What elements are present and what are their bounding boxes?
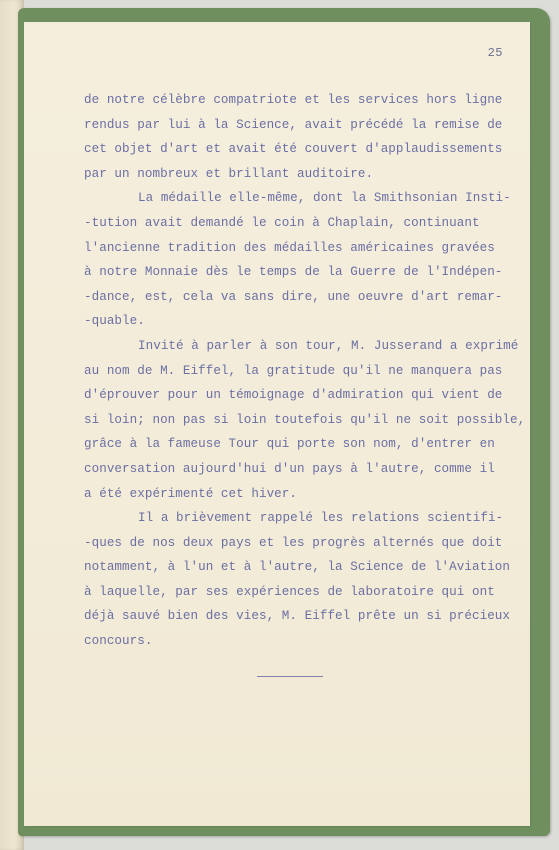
text-line: par un nombreux et brillant auditoire.	[84, 166, 374, 181]
text-line: d'éprouver pour un témoignage d'admiration qui vient de	[84, 388, 503, 403]
text-line: La médaille elle-même, dont la Smithsonian Insti-	[138, 191, 511, 206]
text-line: conversation aujourd'hui d'un pays à l'autre, comme il	[84, 461, 495, 476]
body-text	[84, 88, 528, 654]
closing-rule	[257, 676, 323, 677]
text-line: de notre célèbre compatriote et les services hors ligne	[84, 93, 503, 107]
text-line: l'ancienne tradition des médailles américaines gravées	[84, 240, 495, 255]
text-line: -quable.	[84, 314, 145, 329]
text-line: si loin; non pas si loin toutefois qu'il ne soit possible,	[84, 412, 526, 427]
text-line: Invité à parler à son tour, M. Jusserand a exprimé	[138, 338, 519, 353]
text-line: a été expérimenté cet hiver.	[84, 486, 298, 501]
text-line: -tution avait demandé le coin à Chaplain, continuant	[84, 215, 480, 230]
text-line: notamment, à l'un et à l'autre, la Science de l'Aviation	[84, 560, 511, 575]
text-line: grâce à la fameuse Tour qui porte son nom, d'entrer en	[84, 437, 495, 452]
text-line: déjà sauvé bien des vies, M. Eiffel prête un si précieux	[84, 609, 511, 624]
text-line: -dance, est, cela va sans dire, une oeuvre d'art remar-	[84, 289, 503, 304]
text-line: au nom de M. Eiffel, la gratitude qu'il ne manquera pas	[84, 363, 503, 378]
text-line: cet objet d'art et avait été couvert d'applaudissements	[84, 142, 503, 157]
typed-page	[24, 22, 530, 826]
text-line: rendus par lui à la Science, avait précédé la remise de	[84, 117, 503, 132]
page-number: 25	[487, 46, 503, 60]
text-line: à laquelle, par ses expériences de laboratoire qui ont	[84, 584, 495, 599]
text-line: -ques de nos deux pays et les progrès alternés que doit	[84, 535, 503, 550]
text-line: concours.	[84, 634, 153, 649]
text-line: Il a brièvement rappelé les relations scientifi-	[138, 511, 504, 526]
text-line: à notre Monnaie dès le temps de la Guerre de l'Indépen-	[84, 265, 503, 280]
